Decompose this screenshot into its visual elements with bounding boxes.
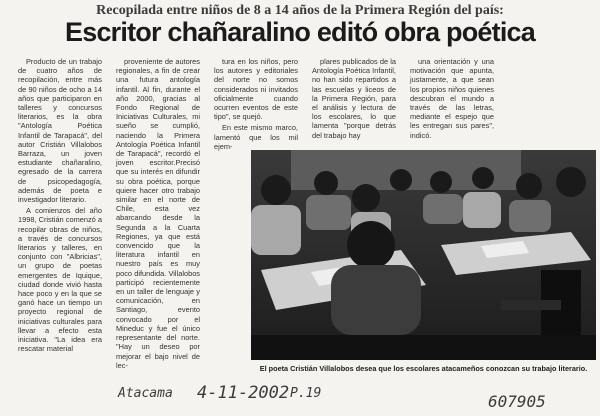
article-column-3 xyxy=(214,57,298,151)
paragraph: En este mismo marco, lamentó que los mil ejem- xyxy=(214,123,298,151)
paragraph: A comienzos del año 1998, Cristián comenzó a recopilar obras de niños, a través de concursos literarios y talleres, en conjunto con "Albricias", un grupo de poetas emergentes de Iquique, ciudad donde vivió hasta hace poco y en la que se ganó hace un tiempo un proyecto regional de iniciativas culturales para llevar a efecto esta iniciativa. "La idea era rescatar material xyxy=(18,206,102,354)
handwritten-archive-code: 607905 xyxy=(488,392,546,411)
paragraph: una orientación y una motivación que apunta, justamente, a que sean los propios niños quienes descubran el mundo a través de las letras, mediante el espejo que les entregan sus pares", indicó. xyxy=(410,57,494,140)
handwritten-page: P.19 xyxy=(290,386,322,401)
paragraph: tura en los niños, pero los autores y editoriales del norte no somos considerados ni invitados oficialmente cuando ocurren eventos de este tipo", se quejó. xyxy=(214,57,298,122)
article-column-5 xyxy=(410,57,494,147)
classroom-photo-illustration xyxy=(251,150,596,360)
handwritten-source: Atacama xyxy=(118,386,173,401)
article-column-1 xyxy=(18,57,102,365)
article-headline: Escritor chañaralino editó obra poética xyxy=(65,17,535,47)
article-column-2 xyxy=(116,57,200,370)
classroom-photo xyxy=(251,150,596,360)
paragraph: proveniente de autores regionales, a fin de crear una futura antología infantil. Al fin, durante el año 2000, gracias al Fondo Regional de Iniciativas Culturales, mi sueño se cumplió, naciendo la Primera Antología Poética Infantil de Tarapacá", recordó el joven escritor.Precisó que su interés en difundir su obra poética, porque quiere hacer otro trabajo similar en el norte de Chile, esta vez abarcando desde la Segunda a la Cuarta Regiones, ya que está convencido que la literatura infantil en nuestro país es muy poco difundida. Villalobos participó recientemente en un taller de lenguaje y comunicación, en Santiago, evento convocado por el Mineduc y fue el único representante del norte. "Hay un deseo por mejorar el bajo nivel de lec- xyxy=(116,57,200,370)
article-column-6 xyxy=(508,57,592,147)
paragraph: Producto de un trabajo de cuatro años de recopilación, entre más de 90 niños de ocho a 14 años que participaron en talleres y concursos literarios, es la obra "Antología Poética Infantil de Tarapacá", del autor Cristián Villalobos Barraza, un joven estudiante chañaralino, egresado de la carrera de psicopedagogía, además de poeta e investigador literario. xyxy=(18,57,102,205)
handwritten-date: 4-11-2002 xyxy=(197,383,290,403)
paragraph: plares publicados de la Antología Poética Infantil, no han sido repartidos a las escuelas y liceos de la Primera Región, para el análisis y lectura de los escolares, lo que lamenta "porque detrás del trabajo hay xyxy=(312,57,396,140)
photo-caption: El poeta Cristián Villalobos desea que los escolares atacameños conozcan su trabajo literario. xyxy=(259,364,588,373)
article-column-4 xyxy=(312,57,396,147)
article-kicker: Recopilada entre niños de 8 a 14 años de la Primera Región del país: xyxy=(96,3,504,18)
